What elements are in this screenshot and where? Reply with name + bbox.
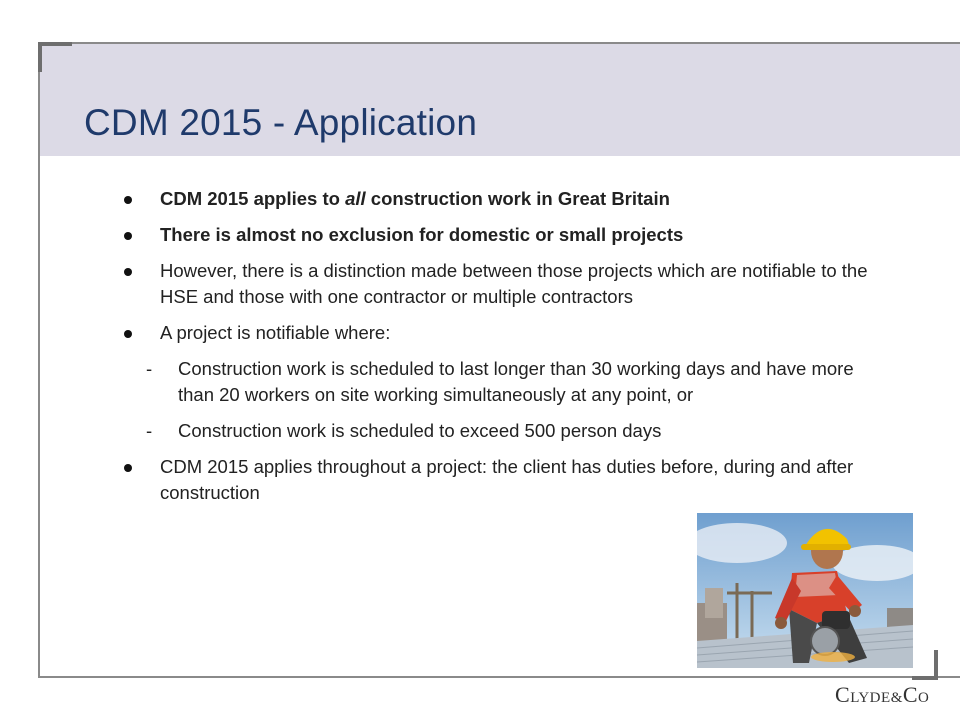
bullet-text-emphasis: all (345, 188, 366, 209)
bullet-text: However, there is a distinction made between those projects which are notifiable to the HSE and those with one contractor or multiple contractors (160, 260, 868, 307)
bullet-text: A project is notifiable where: (160, 322, 391, 343)
bullet-item (120, 258, 880, 310)
logo-text-amp: & (890, 690, 903, 706)
bullet-dot (124, 464, 132, 472)
slide-title: CDM 2015 - Application (84, 102, 478, 143)
bullet-dot (124, 232, 132, 240)
bullet-text-post: construction work in Great Britain (365, 188, 670, 209)
logo-text-c2: C (902, 682, 919, 707)
bullet-text: There is almost no exclusion for domestic or small projects (160, 224, 684, 245)
corner-mark-bottom-right (912, 650, 938, 680)
sub-item (120, 356, 880, 408)
sub-item-dash: - (146, 420, 153, 441)
bullet-item (120, 454, 880, 506)
sub-item-text: Construction work is scheduled to exceed 500 person days (178, 420, 662, 441)
sub-item-dash: - (146, 358, 153, 379)
logo-text-o: O (918, 690, 930, 706)
construction-worker-illustration (697, 513, 913, 668)
slide-content (120, 186, 880, 516)
clyde-co-logo (835, 682, 929, 708)
bullet-text-pre: CDM 2015 applies to (160, 188, 346, 209)
bullet-dot (124, 330, 132, 338)
sub-item-text: Construction work is scheduled to last longer than 30 working days and have more than 20 workers on site working simultaneously at any point, or (178, 358, 854, 405)
corner-mark-top-left (38, 42, 72, 72)
sub-item (120, 418, 880, 444)
bullet-text: CDM 2015 applies throughout a project: the client has duties before, during and after construction (160, 456, 854, 503)
construction-worker-photo (697, 513, 913, 668)
bullet-dot (124, 268, 132, 276)
bullet-item (120, 320, 880, 346)
bullet-item (120, 222, 880, 248)
bullet-dot (124, 196, 132, 204)
logo-text-c1: C (835, 682, 851, 707)
bullet-item (120, 186, 880, 212)
logo-text-lyde: LYDE (850, 690, 891, 706)
